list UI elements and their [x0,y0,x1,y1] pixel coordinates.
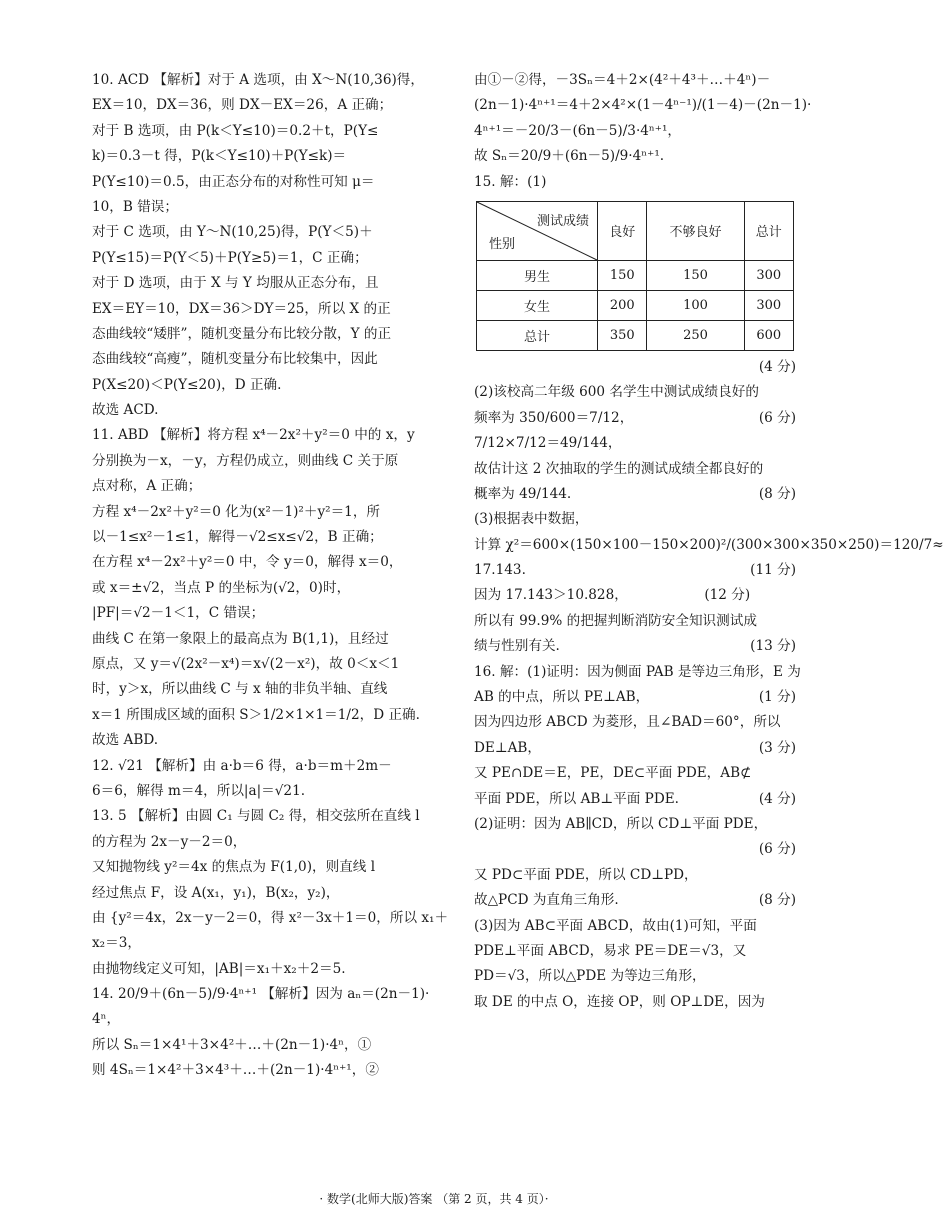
text-line [474,583,796,608]
text-line: 由①－②得，－3Sₙ＝4＋2×(4²＋4³＋…＋4ⁿ)－ [474,72,771,88]
text-line: 故选 ABD. [92,732,159,749]
text-line: 4ⁿ， [92,1011,121,1028]
line-text: (3)因为 AB⊂平面 ABCD，故由(1)可知，平面 [474,917,757,934]
line-text: 7/12×7/12＝49/144， [474,435,622,452]
text-line: 所以 Sₙ＝1×4¹＋3×4²＋…＋(2n－1)·4ⁿ，① [92,1036,372,1053]
text-line [474,558,796,583]
text-line [474,914,796,939]
text-line: 或 x＝±√2，当点 P 的坐标为(√2，0)时， [92,579,351,596]
text-line: 对于 D 选项，由于 X 与 Y 均服从正态分布，且 [92,275,379,292]
line-text: 因为四边形 ABCD 为菱形，且∠BAD＝60°，所以 [474,714,781,731]
text-line: 则 4Sₙ＝1×4²＋3×4³＋…＋(2n－1)·4ⁿ⁺¹，② [92,1062,379,1079]
left-column [92,68,449,1084]
table-cell: 350 [598,320,647,350]
table-cell: 100 [647,290,744,320]
row-label: 女生 [477,290,598,320]
text-line: 10. ACD 【解析】对于 A 选项，由 X～N(10,36)得， [92,72,424,88]
text-line: |PF|＝√2－1＜1，C 错误； [92,605,265,622]
score-mark: (6 分) [758,409,796,426]
text-line: x＝1 所围成区域的面积 S＞1/2×1×1＝1/2，D 正确. [92,706,420,723]
score-mark: (4 分) [758,358,796,375]
text-line: 态曲线较“高瘦”，随机变量分布比较集中，因此 [92,351,378,368]
text-line: 原点，又 y＝√(2x²－x⁴)＝x√(2－x²)，故 0＜x＜1 [92,655,400,672]
text-line: P(Y≤15)＝P(Y＜5)＋P(Y≥5)＝1，C 正确； [92,249,368,266]
text-line [474,787,796,812]
text-line [474,482,796,507]
line-text: 所以有 99.9% 的把握判断消防安全知识测试成 [474,612,757,629]
text-line: 故选 ACD. [92,402,159,419]
text-line [474,863,796,888]
score-mark: (1 分) [758,689,796,706]
corner-bottom-label: 性别 [489,236,516,252]
text-line: x₂＝3， [92,935,141,952]
text-line: 故 Sₙ＝20/9＋(6n－5)/9·4ⁿ⁺¹. [474,148,665,165]
text-line: 对于 C 选项，由 Y～N(10,25)得，P(Y＜5)＋ [92,224,373,241]
text-line: 经过焦点 F，设 A(x₁，y₁)，B(x₂，y₂)， [92,884,340,901]
line-text: 绩与性别有关. [474,638,560,655]
score-mark: (11 分) [750,562,796,579]
page-footer: · 数学(北师大版)答案 （第 2 页，共 4 页）· [319,1192,549,1206]
right-column [474,68,944,1015]
text-line: 10，B 错误； [92,198,178,215]
text-line [474,533,944,558]
text-line: 曲线 C 在第一象限上的最高点为 B(1,1)，且经过 [92,630,389,647]
text-line [474,431,796,456]
header-cell: 良好 [598,201,647,260]
line-text: 因为 17.143＞10.828， [474,587,628,604]
table-row [477,320,794,350]
line-text: 17.143. [474,562,526,579]
score-mark: (12 分) [704,587,751,604]
text-line: EX＝10，DX＝36，则 DX－EX＝26，A 正确； [92,97,393,114]
line-text: 频率为 350/600＝7/12， [474,409,634,426]
text-line [474,660,801,685]
line-text: 故△PCD 为直角三角形. [474,892,619,909]
line-text: (2)证明：因为 AB∥CD，所以 CD⊥平面 PDE， [474,815,768,832]
score-mark: (13 分) [750,638,796,655]
line-text: PD＝√3，所以△PDE 为等边三角形， [474,968,706,985]
text-line: P(Y≤10)＝0.5，由正态分布的对称性可知 μ＝ [92,173,375,190]
line-text: PDE⊥平面 ABCD，易求 PE＝DE＝√3，又 [474,942,747,959]
text-line [474,837,796,862]
text-line [474,710,796,735]
text-line: 时，y＞x，所以曲线 C 与 x 轴的非负半轴、直线 [92,681,388,698]
row-label: 男生 [477,260,598,290]
text-line: 由 {y²＝4x，2x－y－2＝0，得 x²－3x＋1＝0，所以 x₁＋ [92,909,449,926]
line-text: (3)根据表中数据， [474,511,589,528]
text-line [474,457,796,482]
text-line [474,380,796,405]
score-mark: (8 分) [758,485,796,502]
text-line: 15. 解：(1) [474,173,547,190]
text-line: 11. ABD 【解析】将方程 x⁴－2x²＋y²＝0 中的 x，y [92,427,415,444]
score-mark: (4 分) [758,790,796,807]
text-line: 以－1≤x²－1≤1，解得－√2≤x≤√2，B 正确； [92,529,383,546]
text-line [474,736,796,761]
score-mark: (8 分) [758,892,796,909]
text-line [474,634,796,659]
text-line [474,685,796,710]
text-line: 4ⁿ⁺¹＝－20/3－(6n－5)/3·4ⁿ⁺¹， [474,122,682,139]
text-line: 对于 B 选项，由 P(k＜Y≤10)＝0.2＋t，P(Y≤ [92,122,379,139]
line-text: DE⊥AB， [474,739,542,756]
text-line [474,761,796,786]
text-line: 12. √21 【解析】由 a·b＝6 得，a·b＝m＋2m－ [92,757,392,774]
text-line: 的方程为 2x－y－2＝0， [92,833,247,850]
text-line [474,355,796,380]
table-cell: 600 [744,320,793,350]
text-line: 点对称，A 正确； [92,478,202,495]
score-mark: (3 分) [758,739,796,756]
text-line [474,888,796,913]
line-text: 平面 PDE，所以 AB⊥平面 PDE. [474,790,679,807]
row-label: 总计 [477,320,598,350]
line-text: 又 PE∩DE＝E，PE，DE⊂平面 PDE，AB⊄ [474,765,752,782]
text-line: P(X≤20)＜P(Y≤20)，D 正确. [92,376,282,393]
line-text: 概率为 49/144. [474,485,572,502]
text-line: (2n－1)·4ⁿ⁺¹＝4＋2×4²×(1－4ⁿ⁻¹)/(1－4)－(2n－1)· [474,97,812,114]
table-header-row [477,201,794,260]
line-text: 取 DE 的中点 O，连接 OP，则 OP⊥DE，因为 [474,993,765,1010]
text-line [474,939,796,964]
text-line: 又知抛物线 y²＝4x 的焦点为 F(1,0)，则直线 l [92,859,376,876]
text-line: 方程 x⁴－2x²＋y²＝0 化为(x²－1)²＋y²＝1，所 [92,503,381,520]
text-line: 14. 20/9＋(6n－5)/9·4ⁿ⁺¹ 【解析】因为 aₙ＝(2n－1)· [92,986,430,1003]
table-cell: 300 [744,260,793,290]
text-line: 态曲线较“矮胖”，随机变量分布比较分散，Y 的正 [92,325,392,342]
text-line [474,406,796,431]
text-line: 由抛物线定义可知，|AB|＝x₁＋x₂＋2＝5. [92,960,346,977]
table-cell: 200 [598,290,647,320]
table-row [477,290,794,320]
corner-top-label: 测试成绩 [536,213,589,229]
score-mark: (6 分) [758,841,796,858]
text-line: 6＝6，解得 m＝4，所以|a|＝√21. [92,782,306,799]
line-text: 又 PD⊂平面 PDE，所以 CD⊥PD， [474,866,698,883]
table-row [477,260,794,290]
text-line: 在方程 x⁴－2x²＋y²＝0 中，令 y＝0，解得 x＝0， [92,554,403,571]
line-text: AB 的中点，所以 PE⊥AB， [474,689,650,706]
text-line: EX＝EY＝10，DX＝36＞DY＝25，所以 X 的正 [92,300,391,317]
text-line: 13. 5 【解析】由圆 C₁ 与圆 C₂ 得，相交弦所在直线 l [92,808,420,825]
text-line: k)＝0.3－t 得，P(k＜Y≤10)＋P(Y≤k)＝ [92,148,347,165]
text-line [474,507,796,532]
table-cell: 150 [647,260,744,290]
text-line: 分别换为－x，－y，方程仍成立，则曲线 C 关于原 [92,452,399,469]
table-corner-cell [477,201,598,260]
text-line [474,990,796,1015]
line-text: 故估计这 2 次抽取的学生的测试成绩全都良好的 [474,460,764,477]
text-line [474,812,796,837]
line-text: 16. 解：(1)证明：因为侧面 PAB 是等边三角形，E 为 [474,663,801,680]
line-text: (2)该校高二年级 600 名学生中测试成绩良好的 [474,384,759,401]
text-line [474,964,796,989]
text-line [474,609,796,634]
table-cell: 150 [598,260,647,290]
line-text: 计算 χ²＝600×(150×100－150×200)²/(300×300×350×250)＝120/7≈ [474,536,944,553]
table-cell: 300 [744,290,793,320]
score-table [476,201,794,351]
table-cell: 250 [647,320,744,350]
header-cell: 不够良好 [647,201,744,260]
header-cell: 总计 [744,201,793,260]
